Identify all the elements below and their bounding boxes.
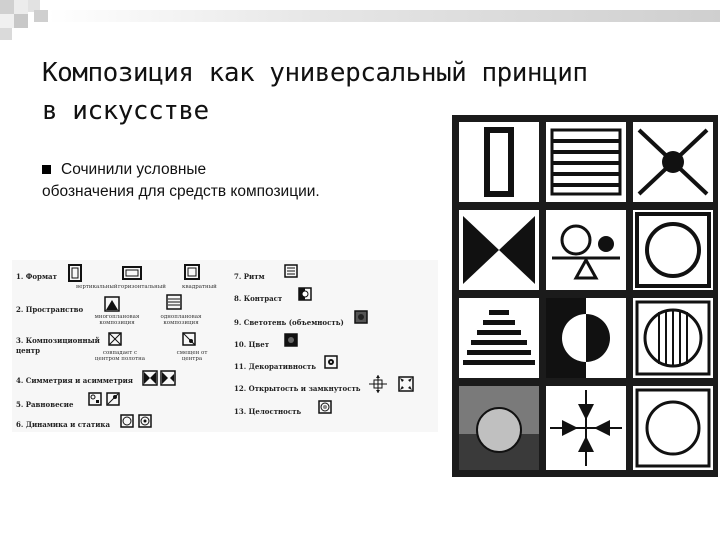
cell-balance [546, 210, 626, 290]
color-icon [284, 333, 298, 347]
cell-closed-circle [633, 210, 713, 290]
bullet-line-2: обозначения для средств композиции. [42, 183, 320, 200]
legend-row-6: 6. Динамика и статика [16, 420, 111, 429]
centered-composition-icon [108, 332, 122, 346]
cell-rhythm-steps [459, 298, 539, 378]
horizontal-format-icon [122, 266, 142, 280]
statics-icon [138, 414, 152, 428]
corner-square-2 [14, 0, 28, 14]
cell-gray-circle [459, 386, 539, 470]
cell-striped-circle [633, 298, 713, 378]
bullet-line-1: Сочинили условные [61, 161, 207, 178]
format-label-vertical: вертикальный [76, 284, 118, 290]
cell-vertical-format [459, 122, 539, 202]
format-label-horizontal: горизонтальный [118, 284, 166, 290]
asymmetry-icon [160, 370, 176, 386]
dynamics-icon [120, 414, 134, 428]
balance-icon-1 [88, 392, 102, 406]
rhythm-icon [284, 264, 298, 278]
cell-symmetry-bowtie [459, 210, 539, 290]
closedness-icon [398, 376, 414, 392]
cell-crossed-center [633, 122, 713, 202]
corner-square-6 [0, 28, 12, 40]
legend-row-10: 10. Цвет [234, 340, 270, 349]
multiplan-space-icon [104, 296, 120, 312]
top-decorative-band [48, 10, 720, 22]
legend-row-1: 1. Формат [16, 272, 57, 281]
corner-square-1 [0, 0, 14, 14]
title-line-2: в искусстве [42, 96, 209, 126]
legend-row-3: 3. Композиционный центр [16, 336, 100, 355]
corner-square-4 [0, 14, 14, 28]
cell-horizontal-stripes [546, 122, 626, 202]
cell-inward-arrows [546, 386, 626, 470]
legend-row-4: 4. Симметрия и асимметрия [16, 376, 133, 385]
legend-row-11: 11. Декоративность [234, 362, 316, 371]
corner-square-7 [34, 10, 48, 22]
integrity-icon [318, 400, 332, 414]
center-label-offset: смещен от центра [176, 350, 208, 362]
balance-icon-2 [106, 392, 120, 406]
contrast-icon [298, 287, 312, 301]
format-label-square: квадратный [182, 284, 217, 290]
square-format-icon [184, 264, 200, 280]
symmetry-icon [142, 370, 158, 386]
cell-contrast [546, 298, 626, 378]
corner-square-5 [14, 14, 28, 28]
offset-center-icon [182, 332, 196, 346]
legend-row-7: 7. Ритм [234, 272, 265, 281]
vertical-format-icon [68, 264, 82, 282]
bullet-text-block [42, 159, 422, 203]
cell-open-circle [633, 386, 713, 470]
space-label-single: одноплановая композиция [160, 314, 202, 326]
single-plan-space-icon [166, 294, 182, 310]
decorativeness-icon [324, 355, 338, 369]
composition-symbols-grid [452, 115, 718, 477]
space-label-multiplan: многоплановая композиция [94, 314, 140, 326]
legend-row-13: 13. Целостность [234, 407, 302, 416]
chiaroscuro-icon [354, 310, 368, 324]
legend-row-2: 2. Пространство [16, 305, 84, 314]
title-line-1: Композиция как универсальный принцип [42, 58, 588, 88]
legend-row-9: 9. Светотень (объемность) [234, 318, 344, 327]
square-bullet-icon [42, 165, 51, 174]
composition-symbols-legend [12, 260, 438, 432]
openness-icon [368, 374, 388, 394]
center-label-coincides: совпадает с центром полотна [94, 350, 146, 362]
legend-row-8: 8. Контраст [234, 294, 283, 303]
legend-row-12: 12. Открытость и замкнутость [234, 384, 361, 393]
legend-row-5: 5. Равновесие [16, 400, 74, 409]
